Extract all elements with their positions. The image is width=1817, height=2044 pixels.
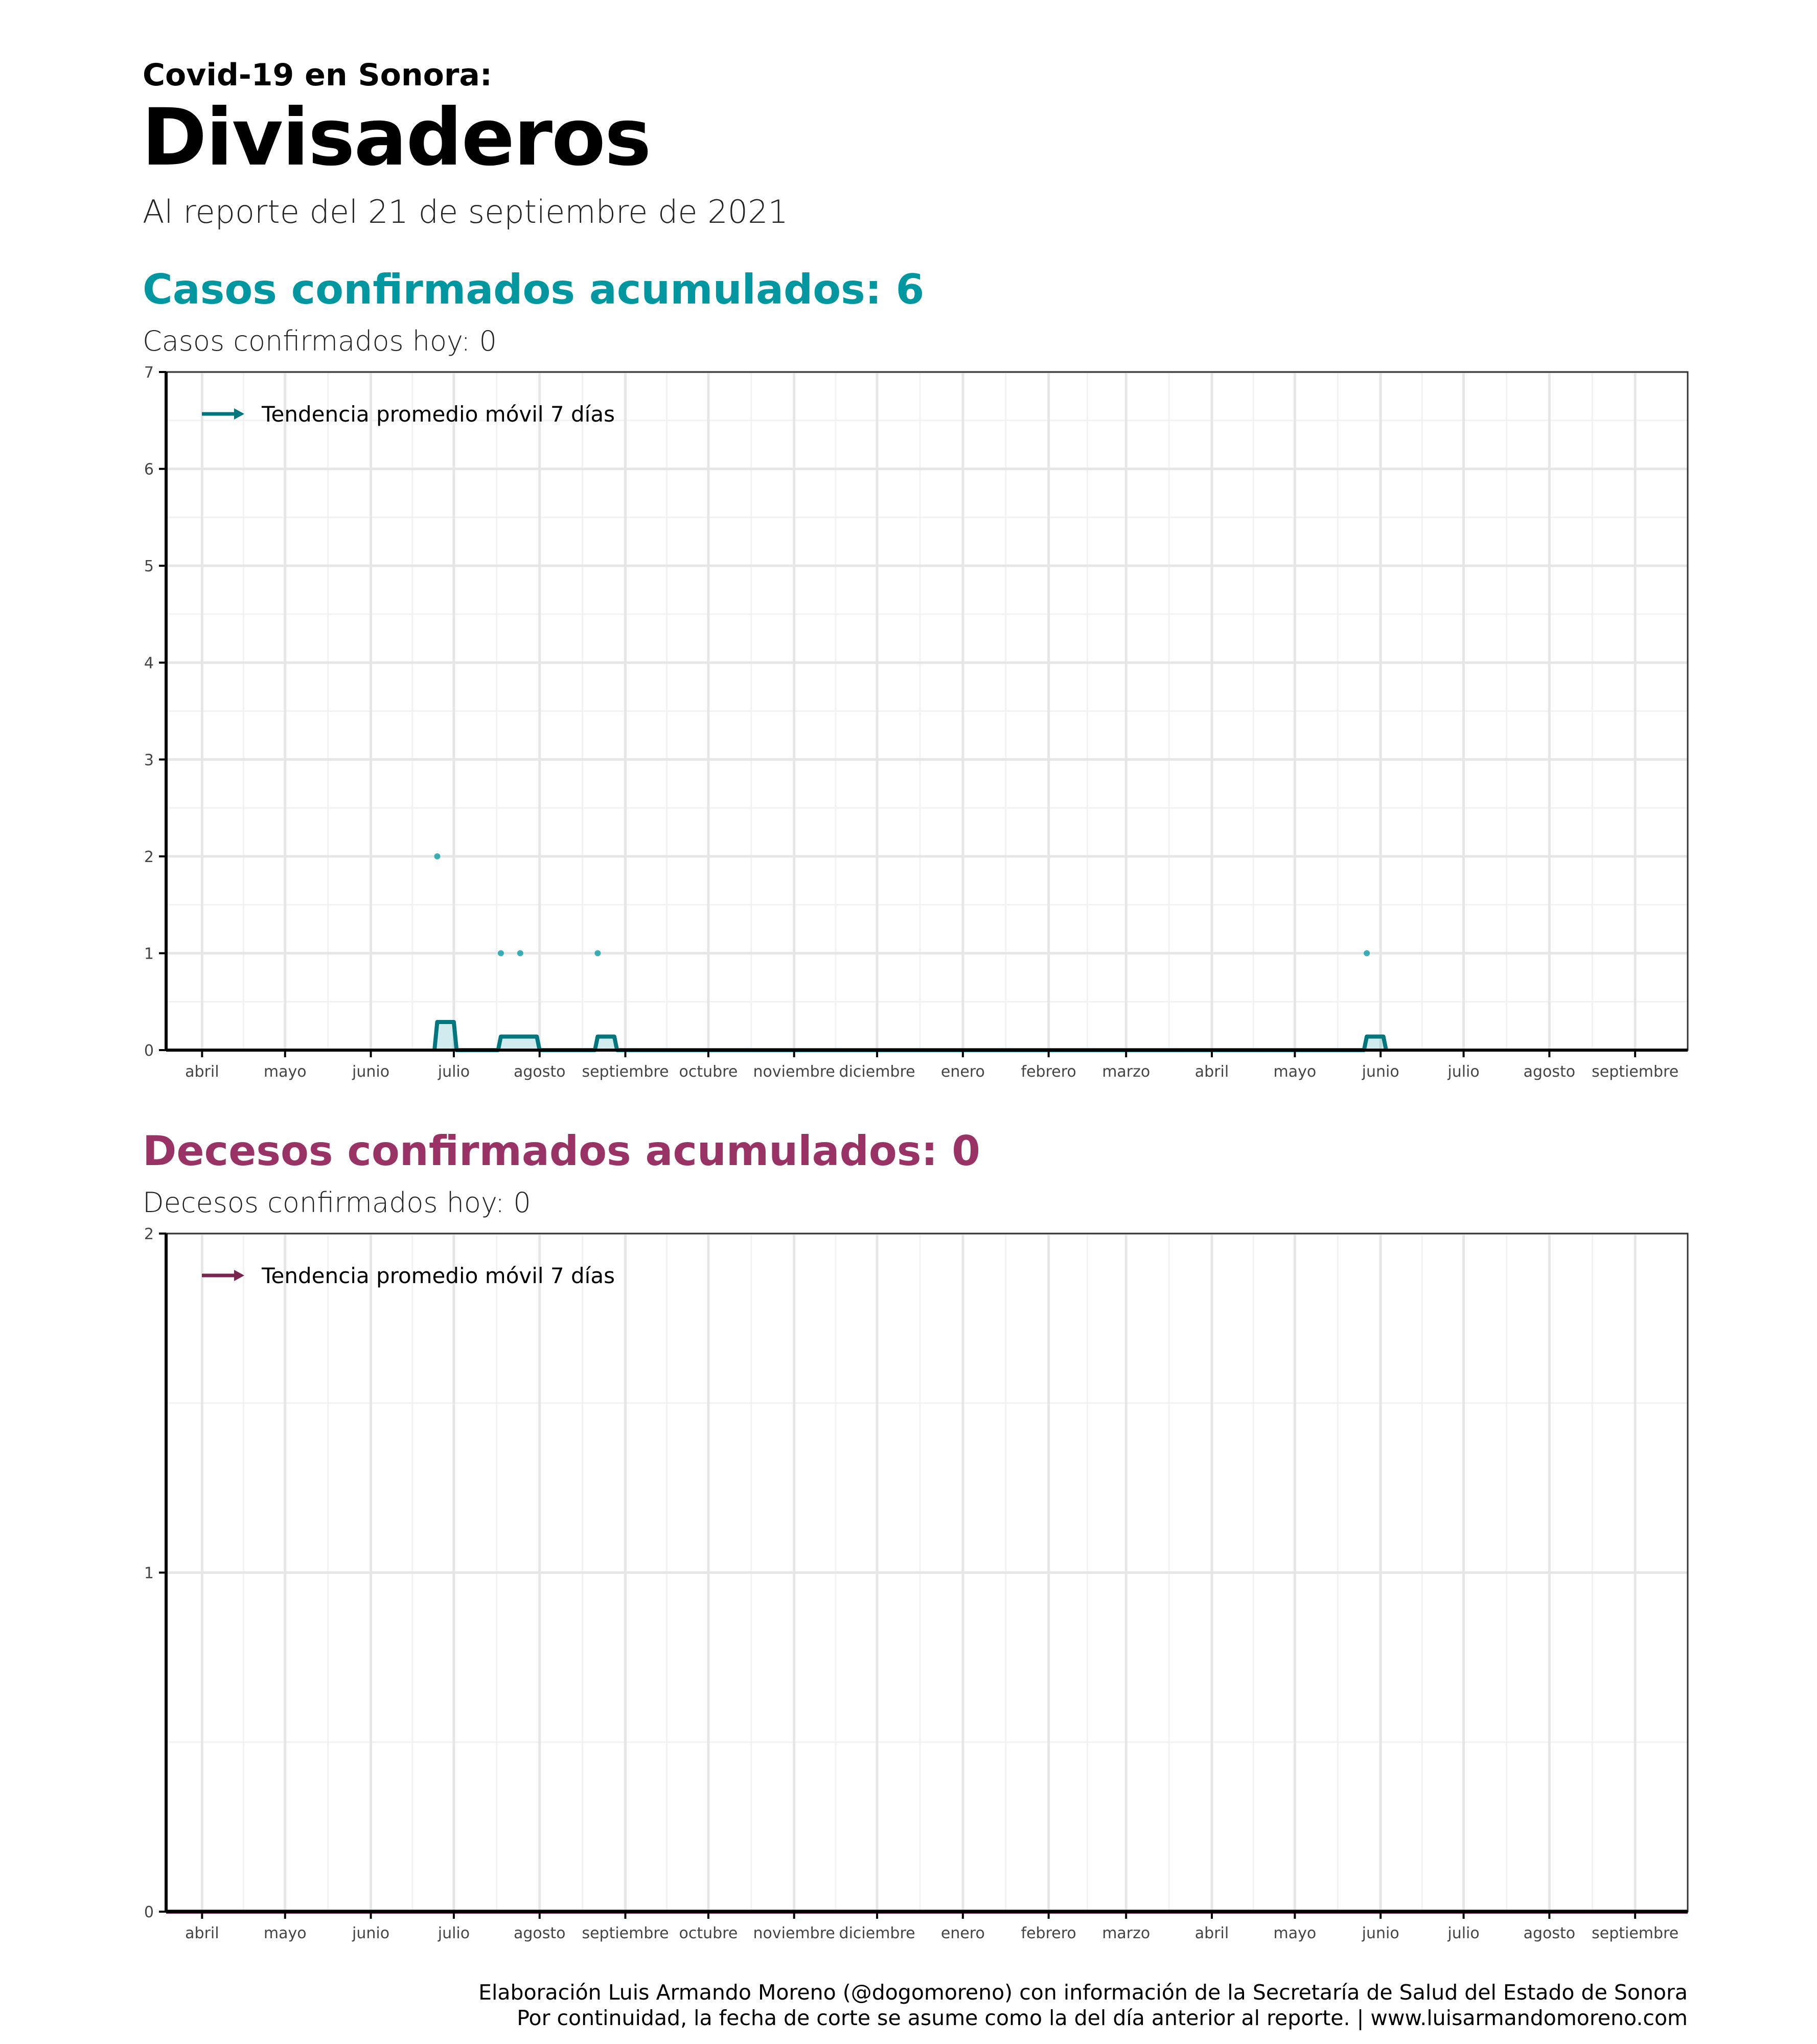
legend-arrow-icon — [234, 408, 244, 420]
x-tick-label: diciembre — [839, 1063, 915, 1081]
trend-line — [434, 1022, 1386, 1050]
y-tick-label: 2 — [144, 848, 154, 866]
data-point — [498, 950, 504, 956]
x-tick-label: agosto — [513, 1924, 566, 1942]
x-tick-label: enero — [940, 1063, 985, 1081]
x-tick-label: junio — [352, 1924, 390, 1942]
y-tick-label: 0 — [144, 1903, 154, 1921]
legend-label: Tendencia promedio móvil 7 días — [262, 402, 615, 427]
x-tick-label: julio — [1447, 1924, 1480, 1942]
x-tick-label: febrero — [1021, 1924, 1076, 1942]
cases-today-text: Casos confirmados hoy: 0 — [143, 325, 497, 357]
deaths-today-text: Decesos confirmados hoy: 0 — [143, 1187, 531, 1219]
x-tick-label: julio — [438, 1924, 470, 1942]
x-tick-label: septiembre — [1592, 1063, 1679, 1081]
x-tick-label: mayo — [263, 1924, 307, 1942]
x-tick-label: mayo — [1273, 1924, 1317, 1942]
deaths-chart — [0, 1219, 1817, 1965]
y-tick-label: 5 — [144, 558, 154, 576]
x-tick-label: septiembre — [582, 1924, 669, 1942]
x-tick-label: abril — [1194, 1063, 1229, 1081]
x-tick-label: octubre — [679, 1924, 738, 1942]
x-tick-label: febrero — [1021, 1063, 1076, 1081]
x-tick-label: agosto — [1523, 1924, 1576, 1942]
x-tick-label: mayo — [263, 1063, 307, 1081]
x-tick-label: septiembre — [582, 1063, 669, 1081]
x-tick-label: noviembre — [753, 1063, 835, 1081]
data-point — [1364, 950, 1370, 956]
legend-arrow-icon — [234, 1270, 244, 1281]
x-tick-label: junio — [1362, 1924, 1399, 1942]
data-point — [517, 950, 523, 956]
cases-chart — [0, 358, 1817, 1104]
x-tick-label: abril — [185, 1924, 219, 1942]
x-tick-label: abril — [185, 1063, 219, 1081]
y-tick-label: 1 — [144, 945, 154, 963]
cases-heading: Casos confirmados acumulados: 6 — [143, 266, 925, 313]
x-tick-label: junio — [352, 1063, 390, 1081]
y-tick-label: 4 — [144, 654, 154, 672]
x-tick-label: agosto — [1523, 1063, 1576, 1081]
x-tick-label: agosto — [513, 1063, 566, 1081]
x-tick-label: marzo — [1102, 1063, 1151, 1081]
y-tick-label: 0 — [144, 1042, 154, 1060]
x-tick-label: marzo — [1102, 1924, 1151, 1942]
y-tick-label: 6 — [144, 460, 154, 479]
x-tick-label: julio — [438, 1063, 470, 1081]
page-title: Divisaderos — [142, 92, 651, 183]
x-tick-label: junio — [1362, 1063, 1399, 1081]
caption-credit: Elaboración Luis Armando Moreno (@dogomoreno) con información de la Secretaría de Salud del Estado de Sonora — [478, 1980, 1688, 2005]
page-supertitle: Covid-19 en Sonora: — [143, 57, 492, 93]
x-tick-label: diciembre — [839, 1924, 915, 1942]
caption-note: Por continuidad, la fecha de corte se asume como la del día anterior al reporte. | www.luisarmandomoreno.com — [517, 2006, 1688, 2030]
deaths-heading: Decesos confirmados acumulados: 0 — [143, 1127, 980, 1175]
legend-label: Tendencia promedio móvil 7 días — [262, 1263, 615, 1288]
x-tick-label: mayo — [1273, 1063, 1317, 1081]
y-tick-label: 7 — [144, 364, 154, 382]
x-tick-label: septiembre — [1592, 1924, 1679, 1942]
x-tick-label: octubre — [679, 1063, 738, 1081]
report-date-subtitle: Al reporte del 21 de septiembre de 2021 — [143, 193, 789, 230]
trend-area — [434, 1022, 1386, 1050]
y-tick-label: 3 — [144, 751, 154, 770]
x-tick-label: julio — [1447, 1063, 1480, 1081]
x-tick-label: abril — [1194, 1924, 1229, 1942]
x-tick-label: noviembre — [753, 1924, 835, 1942]
y-tick-label: 1 — [144, 1564, 154, 1583]
y-tick-label: 2 — [144, 1225, 154, 1243]
data-point — [594, 950, 601, 956]
x-tick-label: enero — [940, 1924, 985, 1942]
data-point — [434, 853, 440, 860]
